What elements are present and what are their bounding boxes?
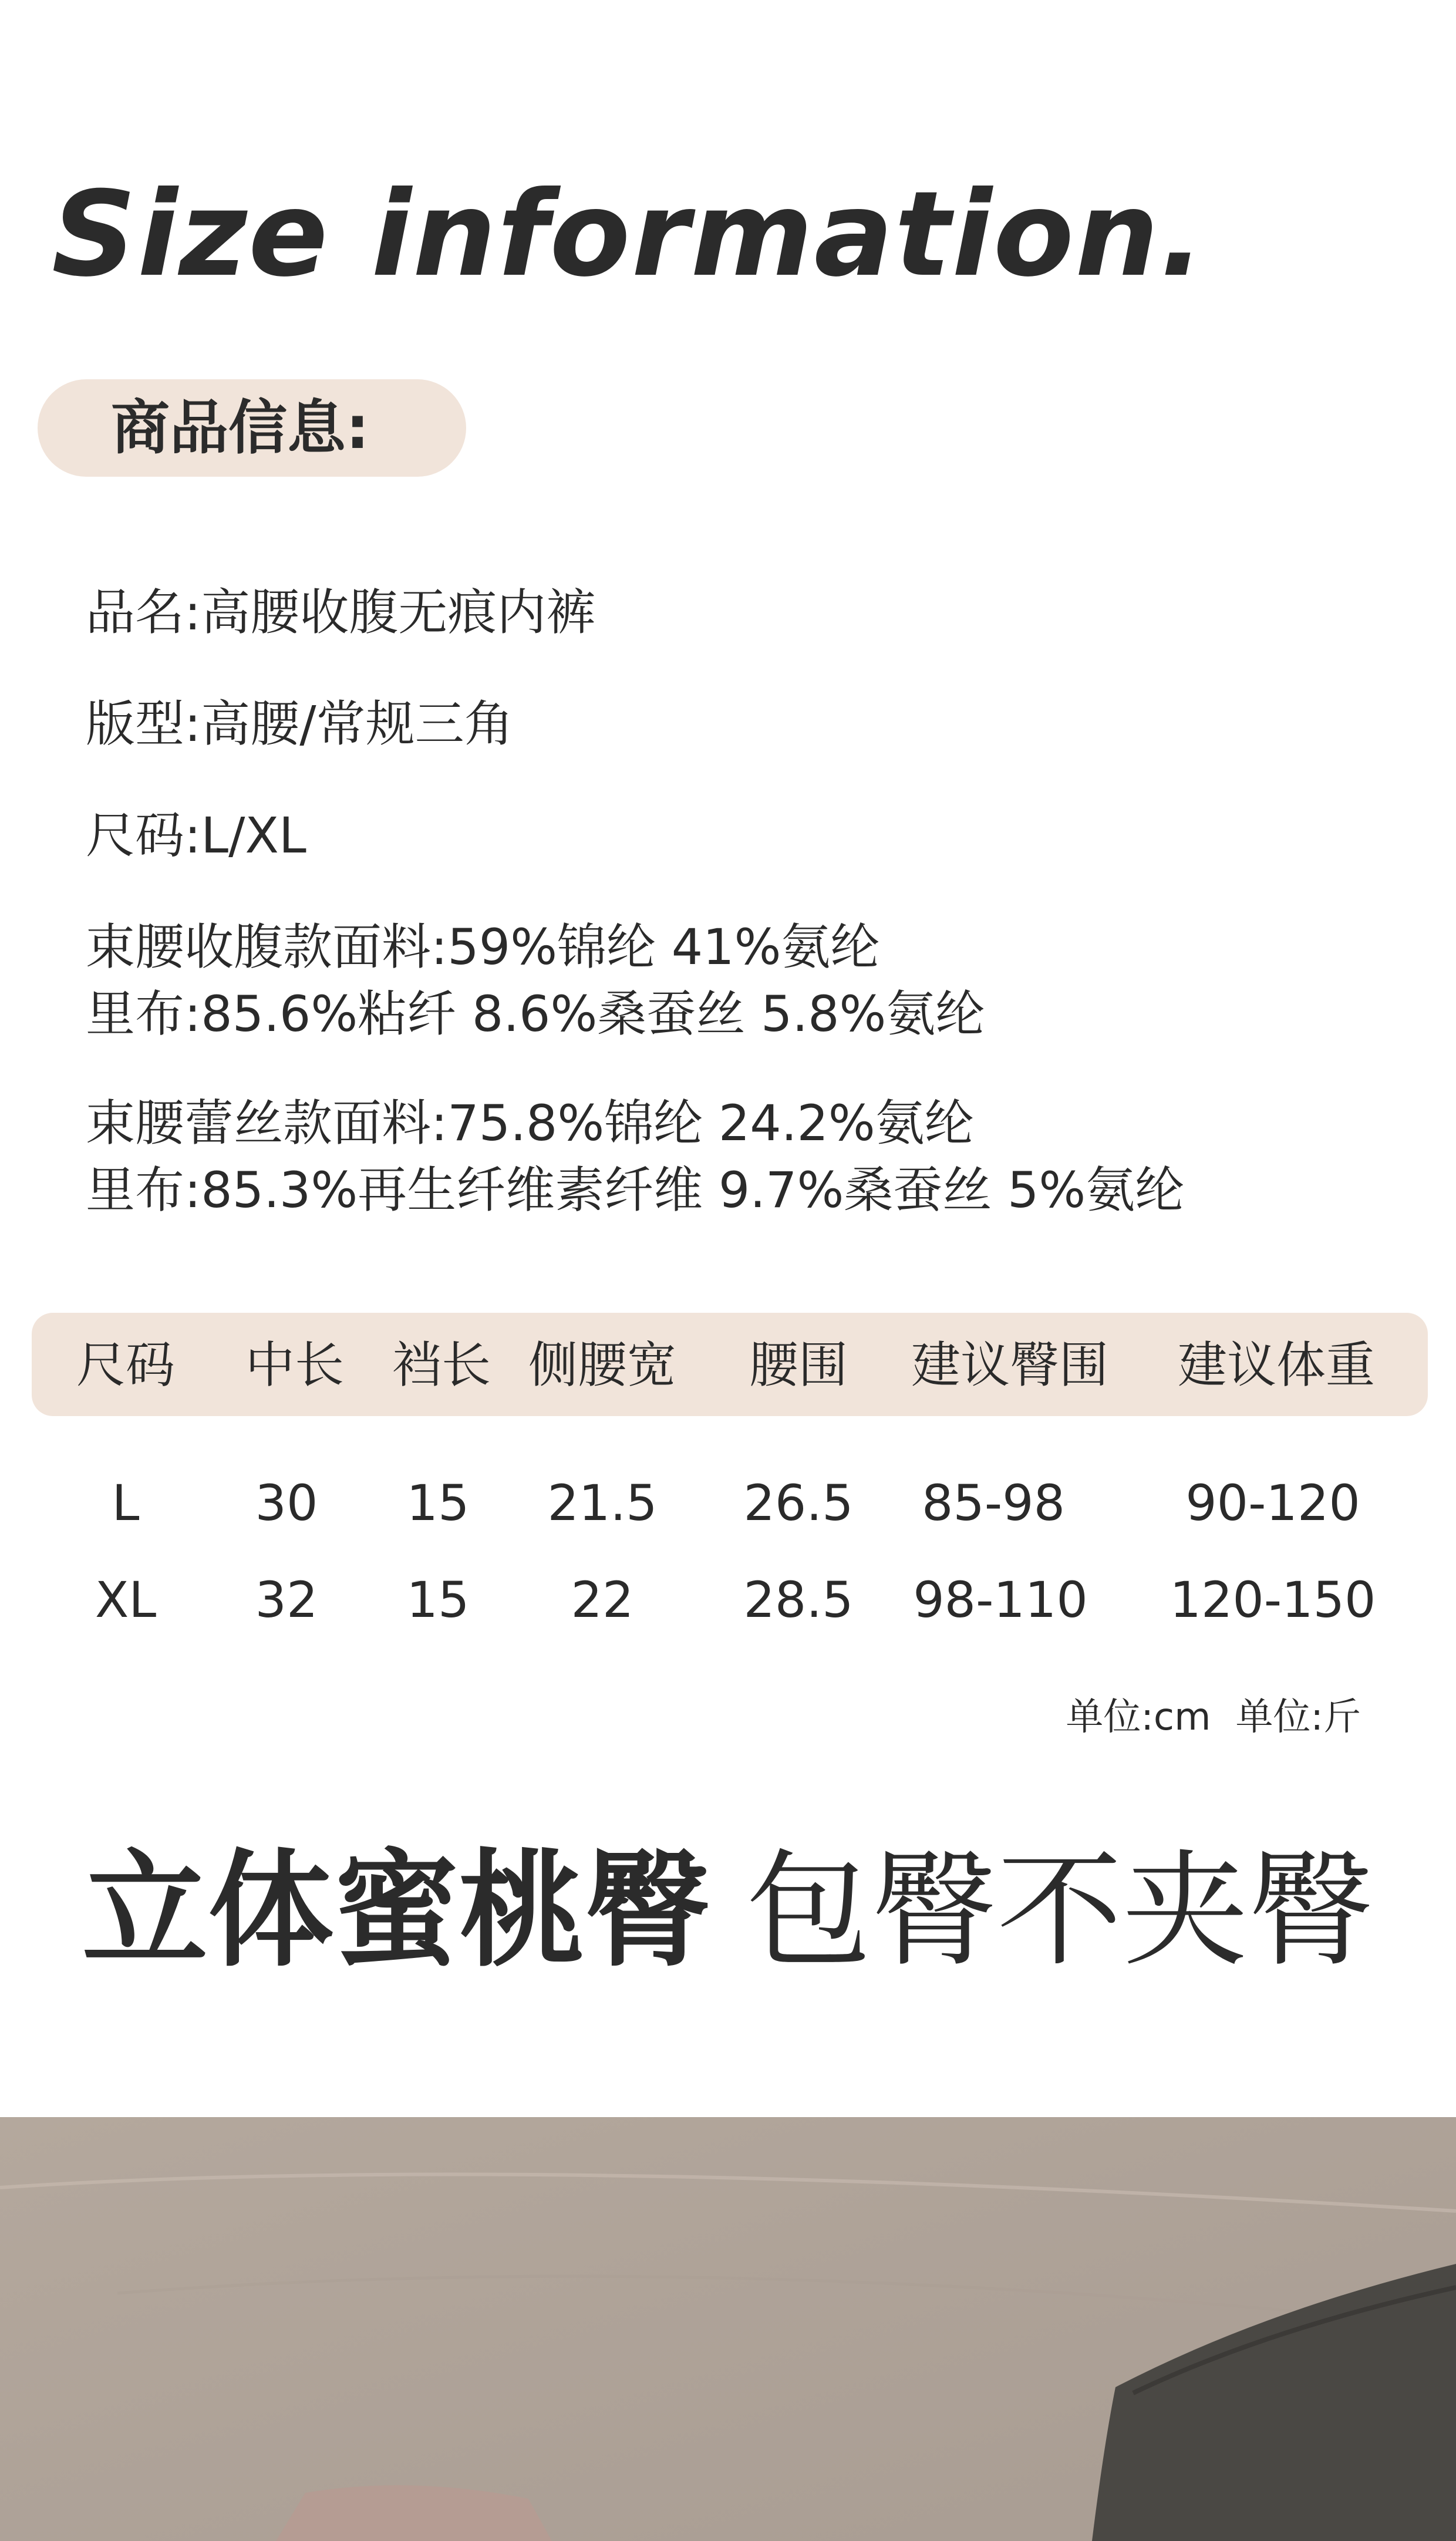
fabric-line: 束腰收腹款面料:59%锦纶 41%氨纶 (86, 918, 880, 976)
unit-note-length: 单位:cm (1066, 1696, 1211, 1739)
size-table-header-cell: 中长 (245, 1336, 345, 1394)
product-info-label-pill (38, 379, 466, 477)
size-table-header-cell: 侧腰宽 (528, 1336, 677, 1394)
product-name-line: 品名:高腰收腹无痕内裤 (86, 584, 596, 641)
size-table-header-cell: 建议体重 (1177, 1336, 1376, 1394)
size-table-cell: 15 (406, 1571, 470, 1629)
size-table-cell: 21.5 (547, 1474, 658, 1532)
size-table-header-cell: 裆长 (392, 1336, 491, 1394)
size-table-cell: 22 (571, 1571, 634, 1629)
size-table-header-cell: 腰围 (749, 1336, 848, 1394)
tagline-regular: 包臀不夹臀 (746, 1838, 1374, 1984)
tagline-bold: 立体蜜桃臀 (82, 1838, 710, 1984)
size-table-cell: XL (95, 1571, 157, 1629)
size-table-cell: 15 (406, 1474, 470, 1532)
product-style-line: 版型:高腰/常规三角 (86, 695, 514, 753)
size-table-cell: 26.5 (743, 1474, 854, 1532)
size-table-cell: 32 (255, 1571, 318, 1629)
product-info-label: 商品信息: (111, 393, 369, 462)
product-size-line: 尺码:L/XL (86, 807, 306, 864)
unit-notes (1066, 1691, 1361, 1744)
size-table-cell: L (112, 1474, 140, 1532)
size-table-cell: 28.5 (743, 1571, 854, 1629)
fabric-line: 束腰蕾丝款面料:75.8%锦纶 24.2%氨纶 (86, 1094, 974, 1152)
unit-note-weight: 单位:斤 (1235, 1696, 1361, 1739)
size-table-cell: 98-110 (913, 1571, 1088, 1629)
size-table-header-cell: 建议臀围 (911, 1336, 1109, 1394)
product-photo-image (0, 2117, 1456, 2541)
size-table-header-cell: 尺码 (76, 1336, 176, 1394)
lining-line: 里布:85.3%再生纤维素纤维 9.7%桑蚕丝 5%氨纶 (86, 1161, 1185, 1219)
size-table-cell: 85-98 (921, 1474, 1066, 1532)
lining-line: 里布:85.6%粘纤 8.6%桑蚕丝 5.8%氨纶 (86, 985, 985, 1043)
product-photo (0, 2117, 1456, 2541)
tagline (0, 1838, 1456, 1984)
size-table-cell: 120-150 (1169, 1571, 1376, 1629)
page-title-en: Size information. (52, 166, 1206, 303)
size-table-cell: 90-120 (1185, 1474, 1360, 1532)
size-table-cell: 30 (255, 1474, 318, 1532)
